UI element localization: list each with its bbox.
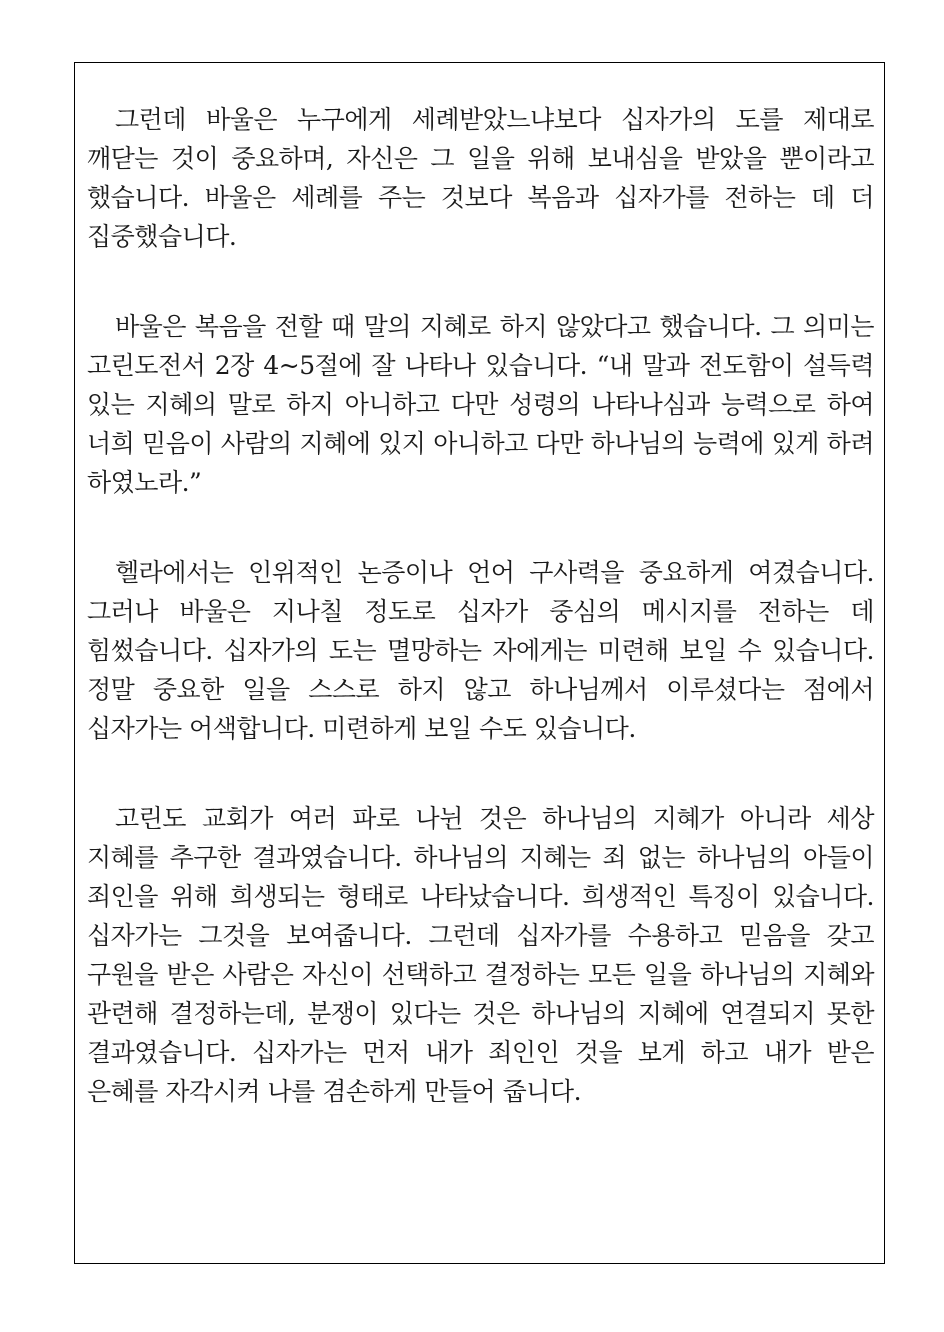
document-body: [87, 100, 874, 1162]
paragraph-1: 그런데 바울은 누구에게 세례받았느냐보다 십자가의 도를 제대로 깨닫는 것이 중요하며, 자신은 그 일을 위해 보내심을 받았을 뿐이라고 했습니다. 바울은 세례를 주는 것보다 복음과 십자가를 전하는 데 더 집중했습니다.: [87, 105, 874, 251]
paragraph-3: 헬라에서는 인위적인 논증이나 언어 구사력을 중요하게 여겼습니다. 그러나 바울은 지나칠 정도로 십자가 중심의 메시지를 전하는 데 힘썼습니다. 십자가의 도는 멸망하는 자에게는 미련해 보일 수 있습니다. 정말 중요한 일을 스스로 하지 않고 하나님께서 이루셨다는 점에서 십자가는 어색합니다. 미련하게 보일 수도 있습니다.: [87, 558, 874, 743]
paragraph-4: 고린도 교회가 여러 파로 나뉜 것은 하나님의 지혜가 아니라 세상 지혜를 추구한 결과였습니다. 하나님의 지혜는 죄 없는 하나님의 아들이 죄인을 위해 희생되는 형태로 나타났습니다. 희생적인 특징이 있습니다. 십자가는 그것을 보여줍니다. 그런데 십자가를 수용하고 믿음을 갖고 구원을 받은 사람은 자신이 선택하고 결정하는 모든 일을 하나님의 지혜와 관련해 결정하는데, 분쟁이 있다는 것은 하나님의 지혜에 연결되지 못한 결과였습니다. 십자가는 먼저 내가 죄인인 것을 보게 하고 내가 받은 은혜를 자각시켜 나를 겸손하게 만들어 줍니다.: [87, 804, 874, 1106]
paragraph-2: 바울은 복음을 전할 때 말의 지혜로 하지 않았다고 했습니다. 그 의미는 고린도전서 2장 4~5절에 잘 나타나 있습니다. “내 말과 전도함이 설득력 있는 지혜의 말로 하지 아니하고 다만 성령의 나타나심과 능력으로 하여 너희 믿음이 사람의 지혜에 있지 아니하고 다만 하나님의 능력에 있게 하려 하였노라.”: [87, 312, 874, 497]
